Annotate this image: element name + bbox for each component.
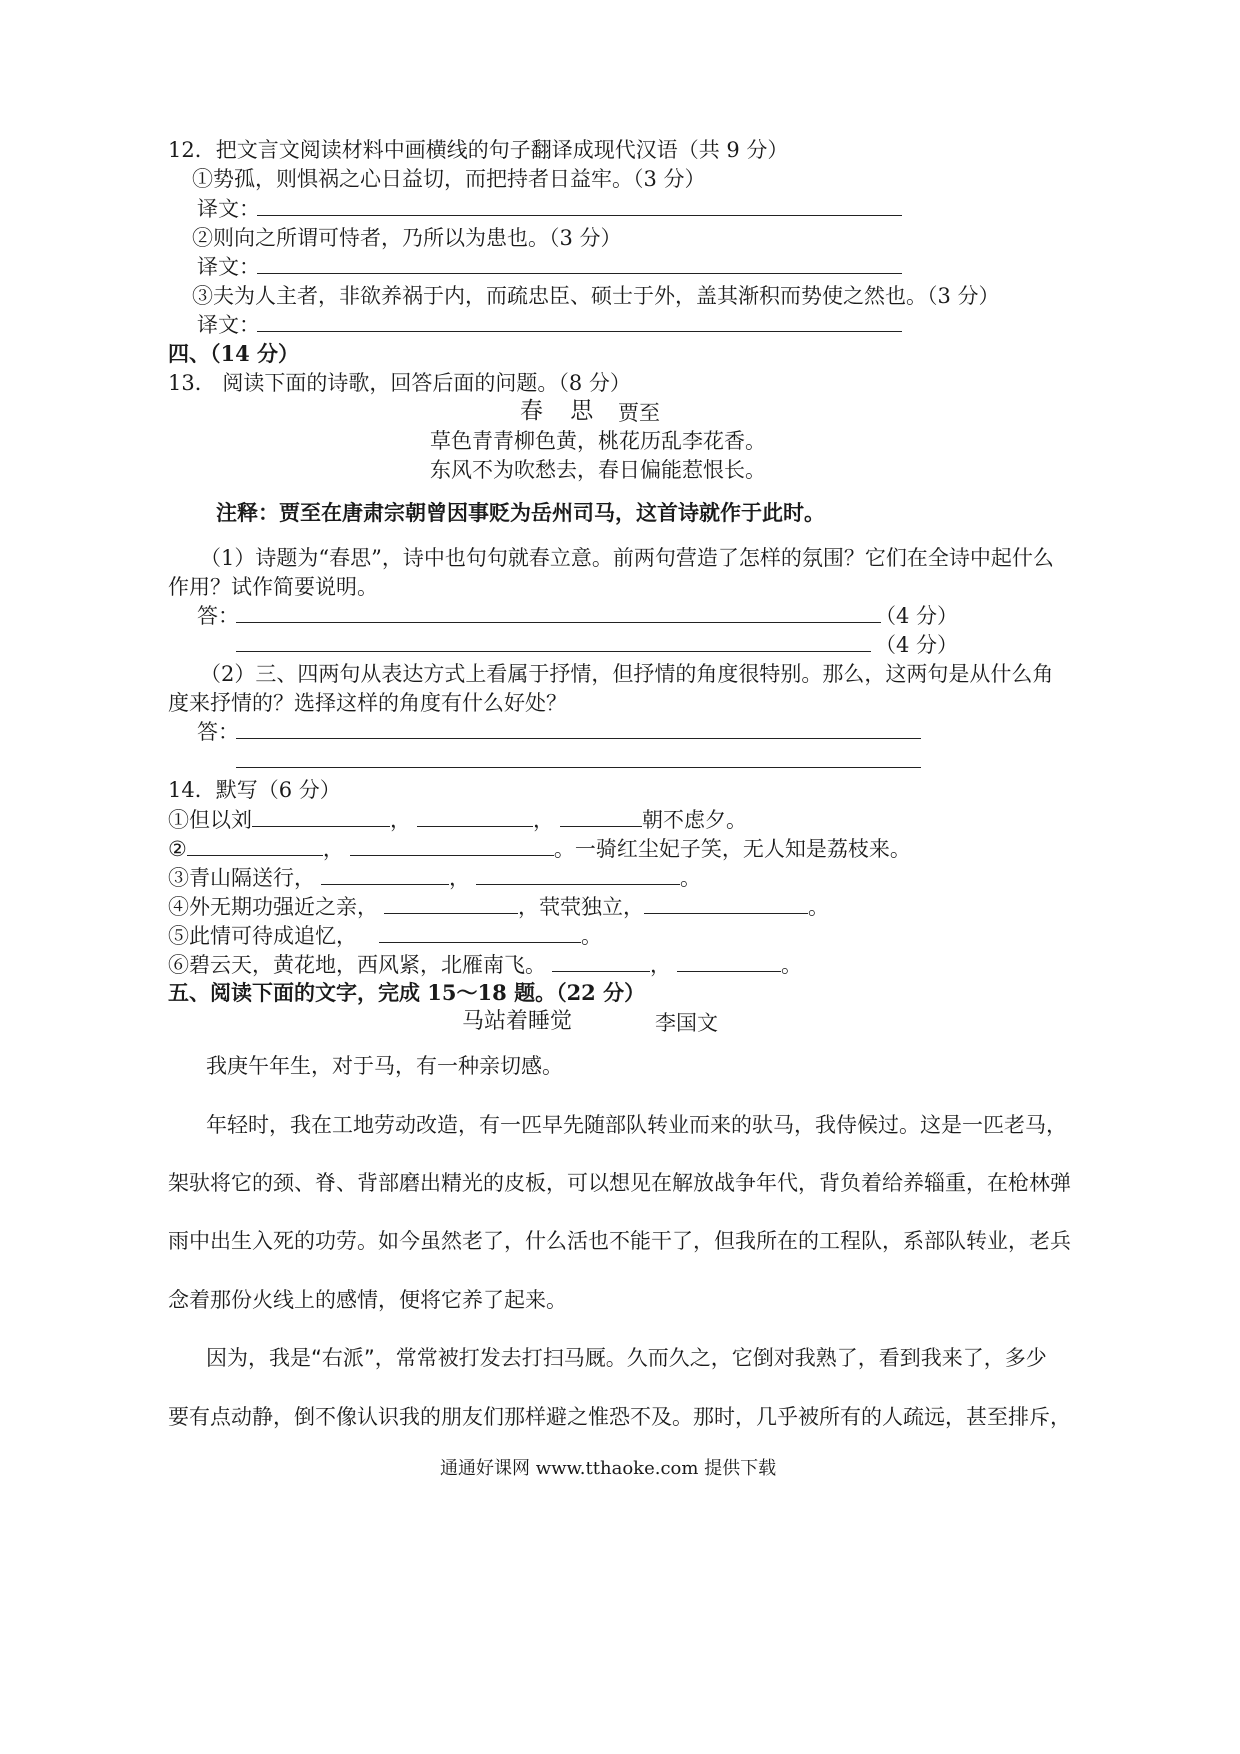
blank[interactable] xyxy=(552,951,650,972)
blank[interactable] xyxy=(476,864,680,885)
article-paragraph: 我庚午年生，对于马，有一种亲切感。 xyxy=(206,1054,563,1078)
article-line: 雨中出生入死的功劳。如今虽然老了，什么活也不能干了，但我所在的工程队，系部队转业，老兵 xyxy=(168,1229,1071,1253)
blank[interactable] xyxy=(350,835,554,856)
article-line: 架驮将它的颈、脊、背部磨出精光的皮板，可以想见在解放战争年代，背负着给养辎重，在枪林弹 xyxy=(168,1171,1071,1195)
q13-sub2-answer-line-2[interactable] xyxy=(236,767,921,768)
article-paragraph: 年轻时，我在工地劳动改造，有一匹早先随部队转业而来的驮马，我侍候过。这是一匹老马， xyxy=(206,1113,1067,1137)
q12-item-3: ③夫为人主者，非欲养祸于内，而疏忠臣、硕士于外，盖其渐积而势使之然也。（3 分） xyxy=(192,284,1000,308)
q14-line-3: ③青山隔送行， ， 。 xyxy=(168,866,701,890)
page-footer: 通通好课网 www.tthaoke.com 提供下载 xyxy=(440,1458,777,1479)
poem-line-1: 草色青青柳色黄，桃花历乱李花香。 xyxy=(430,429,766,453)
poem-author: 贾至 xyxy=(618,401,660,425)
q12-answer-label-3: 译文： xyxy=(197,313,260,337)
blank[interactable] xyxy=(677,951,781,972)
blank[interactable] xyxy=(560,806,642,827)
poem-line-2: 东风不为吹愁去，春日偏能惹恨长。 xyxy=(430,458,766,482)
poem-note: 注释：贾至在唐肃宗朝曾因事贬为岳州司马，这首诗就作于此时。 xyxy=(216,501,825,525)
q13-sub2-line-2: 度来抒情的？选择这样的角度有什么好处？ xyxy=(168,691,567,715)
blank[interactable] xyxy=(384,893,518,914)
q14-line-2: ② ， 。一骑红尘妃子笑，无人知是荔枝来。 xyxy=(168,837,911,861)
q12-title: 12．把文言文阅读材料中画横线的句子翻译成现代汉语（共 9 分） xyxy=(168,138,789,162)
q13-sub1-points-2: （4 分） xyxy=(875,633,959,657)
blank[interactable] xyxy=(252,806,390,827)
q13-sub1-answer-line-2[interactable] xyxy=(236,651,871,652)
q14-line-5: ⑤此情可待成追忆， 。 xyxy=(168,924,602,948)
q12-answer-line-2[interactable] xyxy=(257,273,902,274)
q14-line-1: ①但以刘 ， ， 朝不虑夕。 xyxy=(168,808,747,832)
q13-title: 13． 阅读下面的诗歌，回答后面的问题。（8 分） xyxy=(168,371,631,395)
q12-item-2: ②则向之所谓可恃者，乃所以为患也。（3 分） xyxy=(192,226,622,250)
q13-sub2-answer-label: 答： xyxy=(197,720,239,744)
q14-line-6: ⑥碧云天，黄花地，西风紧，北雁南飞。 ， 。 xyxy=(168,953,802,977)
section-4-title: 四、（14 分） xyxy=(168,341,300,366)
q13-sub2-answer-line-1[interactable] xyxy=(236,738,921,739)
q12-answer-line-1[interactable] xyxy=(257,215,902,216)
q12-answer-label-1: 译文： xyxy=(197,197,260,221)
q12-answer-label-2: 译文： xyxy=(197,255,260,279)
article-author: 李国文 xyxy=(655,1011,718,1035)
q12-answer-line-3[interactable] xyxy=(257,331,902,332)
q14-title: 14．默写（6 分） xyxy=(168,778,341,802)
q13-sub2-line-1: （2）三、四两句从表达方式上看属于抒情，但抒情的角度很特别。那么，这两句是从什么角 xyxy=(200,662,1054,686)
q13-sub1-line-2: 作用？试作简要说明。 xyxy=(168,575,378,599)
q13-sub1-line-1: （1）诗题为“春思”，诗中也句句就春立意。前两句营造了怎样的氛围？它们在全诗中起什么 xyxy=(200,546,1054,570)
q13-sub1-points-1: （4 分） xyxy=(875,604,959,628)
article-title: 马站着睡觉 xyxy=(462,1009,573,1034)
article-paragraph: 因为，我是“右派”，常常被打发去打扫马厩。久而久之，它倒对我熟了，看到我来了，多少 xyxy=(206,1346,1047,1370)
section-5-title: 五、阅读下面的文字，完成 15～18 题。（22 分） xyxy=(168,980,646,1005)
article-line: 要有点动静，倒不像认识我的朋友们那样避之惟恐不及。那时，几乎被所有的人疏远，甚至排斥， xyxy=(168,1405,1071,1429)
q13-sub1-answer-line-1[interactable] xyxy=(236,622,881,623)
poem-title: 春 思 xyxy=(520,398,604,424)
q12-item-1: ①势孤，则惧祸之心日益切，而把持者日益牢。（3 分） xyxy=(192,167,706,191)
q13-sub1-answer-label: 答： xyxy=(197,604,239,628)
blank[interactable] xyxy=(644,893,808,914)
blank[interactable] xyxy=(417,806,533,827)
blank[interactable] xyxy=(321,864,449,885)
article-line: 念着那份火线上的感情，便将它养了起来。 xyxy=(168,1288,567,1312)
blank[interactable] xyxy=(379,922,581,943)
blank[interactable] xyxy=(187,835,323,856)
q14-line-4: ④外无期功强近之亲， ，茕茕独立， 。 xyxy=(168,895,829,919)
